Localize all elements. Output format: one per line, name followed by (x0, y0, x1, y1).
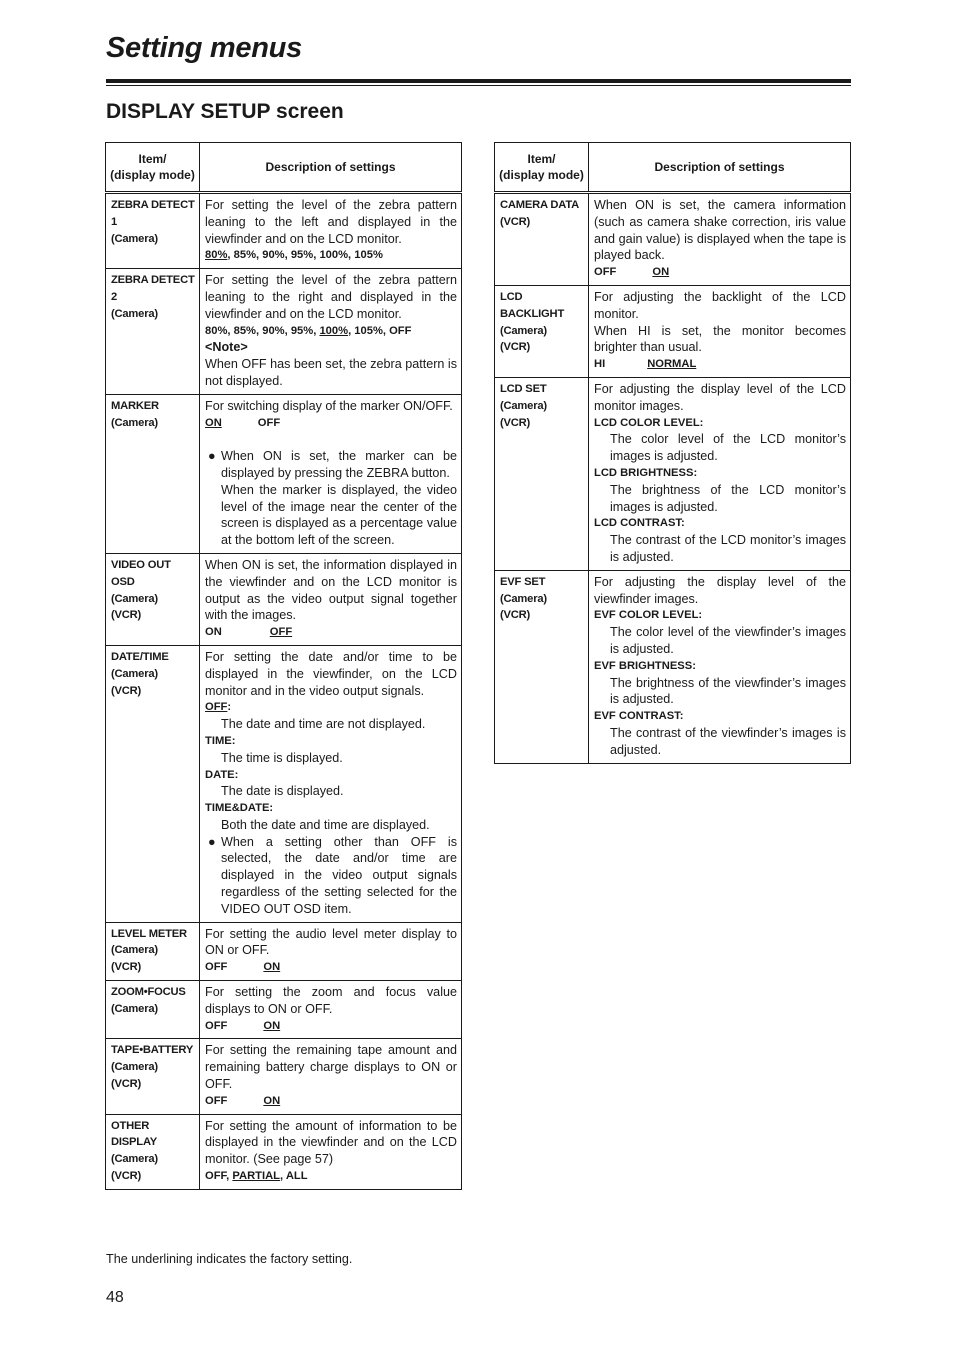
item-description: For setting the date and/or time to be displayed in the viewfinder, on the LCD monitor and in the video output signals. OFF: The date and time are not displayed. TIME: The time is displayed. DATE: The date is displayed. TIME&DATE: Both the date and time are displayed. ● When a setting other than OFF is selected, the date and/or time are displayed in the video output signals regardless of the setting selected for the VIDEO OUT OSD item. (200, 645, 462, 922)
bullet-icon: ● (208, 834, 216, 849)
options-line: 80%, 85%, 90%, 95%, 100%, 105%, OFF (205, 324, 412, 337)
options-line: OFF ON (594, 266, 670, 279)
bullet-note: ● When a setting other than OFF is selected, the date and/or time are displayed in the video output signals regardless of the setting selected for the VIDEO OUT OSD item. (208, 834, 457, 916)
item-name: OTHER DISPLAY (Camera) (VCR) (106, 1114, 200, 1189)
header-item: Item/ (display mode) (106, 143, 200, 193)
item-name: TAPE•BATTERY (Camera) (VCR) (106, 1039, 200, 1114)
option-date-heading: DATE: (205, 768, 239, 781)
settings-table-left (105, 142, 462, 1190)
item-name: DATE/TIME (Camera) (VCR) (106, 645, 200, 922)
item-name: LEVEL METER (Camera) (VCR) (106, 922, 200, 980)
option-time-heading: TIME: (205, 734, 236, 747)
options-line: OFF, PARTIAL, ALL (205, 1170, 308, 1183)
header-item: Item/ (display mode) (495, 143, 589, 193)
title-rule-thick (106, 79, 851, 83)
options-line: HI NORMAL (594, 358, 697, 371)
item-description: For adjusting the backlight of the LCD monitor. When HI is set, the monitor becomes brighter than usual. HI NORMAL (589, 285, 851, 377)
item-description: For setting the zoom and focus value displays to ON or OFF. OFF ON (200, 981, 462, 1039)
item-description: For setting the level of the zebra pattern leaning to the left and displayed in the viewfinder and on the LCD monitor. 80%, 85%, 90%, 95%, 100%, 105% (200, 193, 462, 269)
item-description: For adjusting the display level of the LCD monitor images. LCD COLOR LEVEL: The color level of the LCD monitor’s images is adjusted. LCD BRIGHTNESS: The brightness of the LCD monitor’s images is adjusted. LCD CONTRAST: The contrast of the LCD monitor’s images is adjusted. (589, 377, 851, 570)
options-line: OFF ON (205, 1094, 281, 1107)
options-line: ON OFF (205, 416, 281, 429)
item-description: When ON is set, the information displayed in the viewfinder and on the LCD monitor is output as the video output signal together with the images. ON OFF (200, 553, 462, 645)
item-description: For setting the remaining tape amount and remaining battery charge displays to ON or OFF. OFF ON (200, 1039, 462, 1114)
header-description: Description of settings (200, 143, 462, 193)
item-description: For setting the amount of information to be displayed in the viewfinder and on the LCD monitor. (See page 57) OFF, PARTIAL, ALL (200, 1114, 462, 1189)
option-timedate-heading: TIME&DATE: (205, 802, 274, 815)
table-row (495, 570, 851, 763)
item-name: EVF SET (Camera) (VCR) (495, 570, 589, 763)
table-row (106, 981, 462, 1039)
note-heading: <Note> (205, 340, 248, 355)
item-description: For switching display of the marker ON/OFF. ON OFF ● When ON is set, the marker can be displayed by pressing the ZEBRA button. When the marker is displayed, the video level of the image near the center of the screen is displayed as a percentage value at the bottom left of the screen. (200, 394, 462, 553)
table-row (106, 269, 462, 395)
table-row (495, 377, 851, 570)
item-description: For setting the level of the zebra pattern leaning to the right and displayed in the viewfinder and on the LCD monitor. 80%, 85%, 90%, 95%, 100%, 105%, OFF <Note> When OFF has been set, the zebra pattern is not displayed. (200, 269, 462, 395)
table-row (495, 193, 851, 286)
page-title: Setting menus (106, 32, 302, 64)
item-name: CAMERA DATA (VCR) (495, 193, 589, 286)
options-line: OFF ON (205, 1019, 281, 1032)
bullet-note: ● When ON is set, the marker can be displayed by pressing the ZEBRA button. (208, 449, 457, 480)
item-name: ZEBRA DETECT 1 (Camera) (106, 193, 200, 269)
table-header-row (495, 143, 851, 193)
item-description: For setting the audio level meter display to ON or OFF. OFF ON (200, 922, 462, 980)
table-row (106, 193, 462, 269)
table-row (106, 553, 462, 645)
title-rule-thin (106, 85, 851, 86)
options-line: ON OFF (205, 626, 293, 639)
bullet-icon: ● (208, 449, 216, 464)
table-row (106, 1114, 462, 1189)
table-row (106, 645, 462, 922)
option-off-heading: OFF: (205, 701, 232, 714)
item-name: ZOOM•FOCUS (Camera) (106, 981, 200, 1039)
item-name: VIDEO OUT OSD (Camera) (VCR) (106, 553, 200, 645)
section-title: DISPLAY SETUP screen (106, 100, 344, 123)
settings-table-right (494, 142, 851, 764)
table-row (106, 1039, 462, 1114)
header-description: Description of settings (589, 143, 851, 193)
table-row (106, 922, 462, 980)
item-name: LCD BACKLIGHT (Camera) (VCR) (495, 285, 589, 377)
table-row (495, 285, 851, 377)
note-text: When OFF has been set, the zebra pattern is not displayed. (205, 357, 458, 388)
table-header-row (106, 143, 462, 193)
item-name: LCD SET (Camera) (VCR) (495, 377, 589, 570)
item-name: MARKER (Camera) (106, 394, 200, 553)
item-description: For adjusting the display level of the viewfinder images. EVF COLOR LEVEL: The color level of the viewfinder’s images is adjusted. EVF BRIGHTNESS: The brightness of the viewfinder’s images is adjusted. EVF CONTRAST: The contrast of the viewfinder’s images is adjusted. (589, 570, 851, 763)
options-line: OFF ON (205, 961, 281, 974)
options-line: 80%, 85%, 90%, 95%, 100%, 105% (205, 249, 383, 262)
item-name: ZEBRA DETECT 2 (Camera) (106, 269, 200, 395)
table-row (106, 394, 462, 553)
footnote: The underlining indicates the factory setting. (106, 1252, 353, 1266)
page-number: 48 (106, 1289, 124, 1306)
item-description: When ON is set, the camera information (such as camera shake correction, iris value and gain value) is displayed when the tape is played back. OFF ON (589, 193, 851, 286)
